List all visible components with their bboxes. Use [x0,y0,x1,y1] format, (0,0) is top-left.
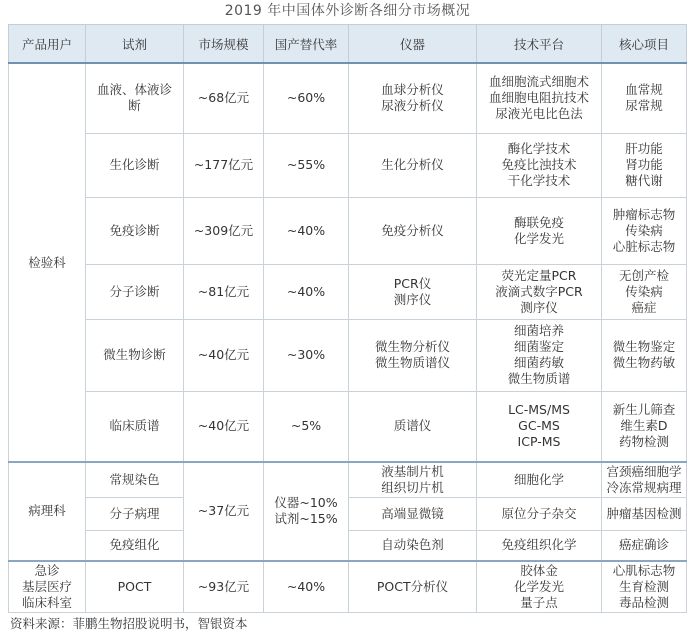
core-cell: 无创产检 传染病 癌症 [602,264,687,319]
table-row [9,319,687,391]
platform-cell: 细胞化学 [477,462,602,498]
source-note: 资料来源：菲鹏生物招股说明书，智银资本 [10,616,248,631]
instrument-cell: 微生物分析仪 微生物质谱仪 [349,319,477,391]
reagent-cell: 分子病理 [86,498,184,531]
reagent-cell: 分子诊断 [86,264,184,319]
core-cell: 肝功能 肾功能 糖代谢 [602,133,687,197]
rate-cell: ~60% [264,63,349,133]
platform-cell: LC-MS/MS GC-MS ICP-MS [477,391,602,462]
platform-cell: 荧光定量PCR 液滴式数字PCR 测序仪 [477,264,602,319]
reagent-cell: 常规染色 [86,462,184,498]
platform-cell: 胶体金 化学发光 量子点 [477,561,602,613]
market-cell: ~177亿元 [184,133,264,197]
platform-cell: 酶化学技术 免疫比浊技术 干化学技术 [477,133,602,197]
instrument-cell: 自动染色剂 [349,531,477,561]
instrument-cell: 液基制片机 组织切片机 [349,462,477,498]
platform-cell: 酶联免疫 化学发光 [477,197,602,264]
rate-cell: 仪器~10% 试剂~15% [264,462,349,561]
rate-cell: ~40% [264,264,349,319]
table-row [9,63,687,133]
core-cell: 心肌标志物 生育检测 毒品检测 [602,561,687,613]
instrument-cell: 生化分析仪 [349,133,477,197]
platform-cell: 血细胞流式细胞术 血细胞电阻抗技术 尿液光电比色法 [477,63,602,133]
header-platform: 技术平台 [477,25,602,64]
core-cell: 肿瘤基因检测 [602,498,687,531]
header-instrument: 仪器 [349,25,477,64]
header-core: 核心项目 [602,25,687,64]
core-cell: 肿瘤标志物 传染病 心脏标志物 [602,197,687,264]
header-user: 产品用户 [9,25,86,64]
instrument-cell: PCR仪 测序仪 [349,264,477,319]
market-cell: ~81亿元 [184,264,264,319]
platform-cell: 原位分子杂交 [477,498,602,531]
rate-cell: ~30% [264,319,349,391]
table-row [9,391,687,462]
header-reagent: 试剂 [86,25,184,64]
instrument-cell: 质谱仪 [349,391,477,462]
market-cell: ~37亿元 [184,462,264,561]
rate-cell: ~5% [264,391,349,462]
group-lab: 检验科 [9,63,86,462]
table-row [9,561,687,613]
instrument-cell: 免疫分析仪 [349,197,477,264]
table-row [9,462,687,498]
reagent-cell: 生化诊断 [86,133,184,197]
rate-cell: ~40% [264,197,349,264]
market-cell: ~40亿元 [184,391,264,462]
platform-cell: 细菌培养 细菌鉴定 细菌药敏 微生物质谱 [477,319,602,391]
reagent-cell: 微生物诊断 [86,319,184,391]
header-row [9,25,687,64]
core-cell: 血常规 尿常规 [602,63,687,133]
market-cell: ~68亿元 [184,63,264,133]
page-title: 2019 年中国体外诊断各细分市场概况 [224,3,471,19]
core-cell: 新生儿筛查 维生素D 药物检测 [602,391,687,462]
reagent-cell: 免疫诊断 [86,197,184,264]
reagent-cell: 免疫组化 [86,531,184,561]
header-rate: 国产替代率 [264,25,349,64]
header-market: 市场规模 [184,25,264,64]
market-cell: ~40亿元 [184,319,264,391]
market-cell: ~309亿元 [184,197,264,264]
table-row [9,197,687,264]
instrument-cell: 血球分析仪 尿液分析仪 [349,63,477,133]
reagent-cell: 血液、体液诊 断 [86,63,184,133]
reagent-cell: 临床质谱 [86,391,184,462]
ivd-market-table [8,24,687,613]
instrument-cell: POCT分析仪 [349,561,477,613]
market-cell: ~93亿元 [184,561,264,613]
core-cell: 微生物鉴定 微生物药敏 [602,319,687,391]
instrument-cell: 高端显微镜 [349,498,477,531]
table-row [9,264,687,319]
rate-cell: ~55% [264,133,349,197]
core-cell: 癌症确诊 [602,531,687,561]
platform-cell: 免疫组织化学 [477,531,602,561]
rate-cell: ~40% [264,561,349,613]
group-poct: 急诊 基层医疗 临床科室 [9,561,86,613]
group-pathology: 病理科 [9,462,86,561]
core-cell: 宫颈癌细胞学 冷冻常规病理 [602,462,687,498]
table-row [9,133,687,197]
reagent-cell: POCT [86,561,184,613]
